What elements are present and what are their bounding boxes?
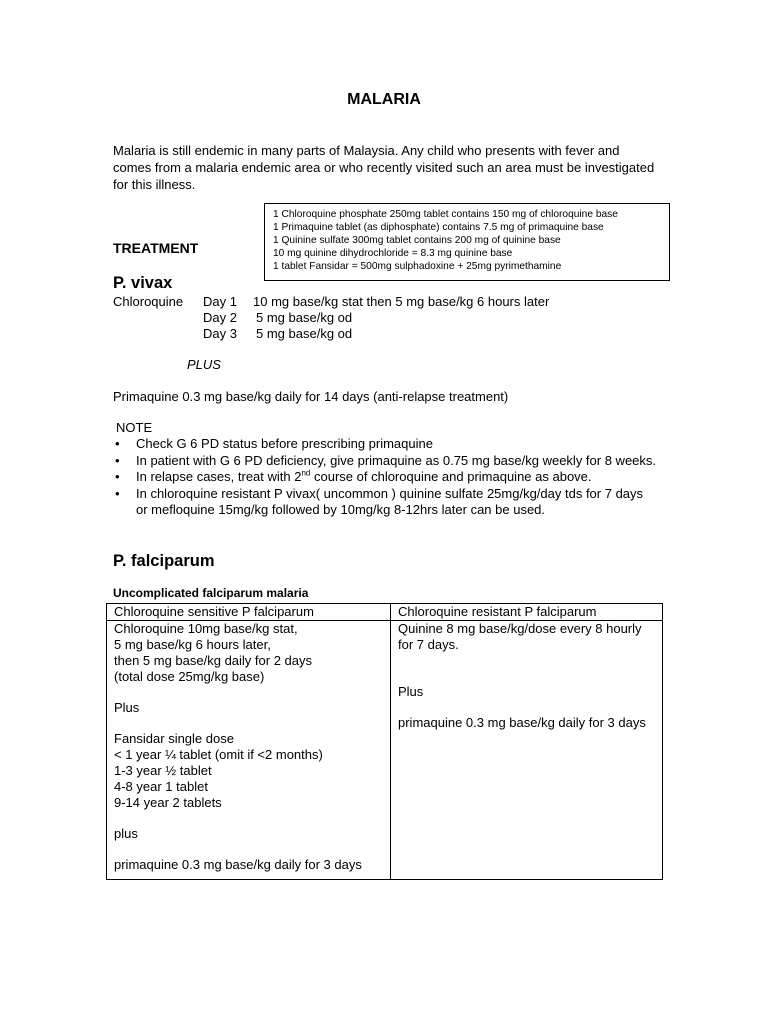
notes-list (113, 436, 658, 519)
drug-name: Chloroquine (113, 294, 184, 309)
vivax-heading: P. vivax (113, 274, 173, 292)
regimen-line: Chloroquine 10mg base/kg stat, (114, 621, 298, 636)
regimen-line: 4-8 year 1 tablet (114, 779, 208, 794)
regimen-line: Fansidar single dose (114, 731, 234, 746)
regimen-line: Plus (114, 700, 140, 715)
day-dose: 5 mg base/kg od (256, 326, 353, 341)
regimen-line: (total dose 25mg/kg base) (114, 669, 265, 684)
note-text: In patient with G 6 PD deficiency, give primaquine as 0.75 mg base/kg weekly for 8 weeks. (136, 452, 657, 468)
regimen-line: 1-3 year ½ tablet (114, 763, 212, 778)
regimen-line: Quinine 8 mg base/kg/dose every 8 hourly for 7 days. (398, 621, 642, 652)
sensitive-regimen-cell (107, 621, 391, 880)
falciparum-treatment-table (106, 603, 663, 880)
regimen-line: 9-14 year 2 tablets (114, 795, 222, 810)
day-dose: 5 mg base/kg od (256, 310, 353, 325)
day-label: Day 2 (203, 310, 237, 325)
note-text: In chloroquine resistant P vivax( uncommon ) quinine sulfate 25mg/kg/day tds for 7 days or mefloquine 15mg/kg followed by 10mg/kg 8-12hrs later can be used. (136, 485, 644, 517)
day-dose: 10 mg base/kg stat then 5 mg base/kg 6 hours later (253, 294, 550, 309)
plus-label: PLUS (187, 357, 221, 372)
regimen-line: plus (114, 826, 138, 841)
table-row (107, 621, 663, 880)
uncomplicated-subheading: Uncomplicated falciparum malaria (113, 586, 309, 600)
factbox-line: 1 Quinine sulfate 300mg tablet contains 200 mg of quinine base (273, 235, 561, 246)
list-item (113, 486, 658, 519)
regimen-line: < 1 year ¼ tablet (omit if <2 months) (114, 747, 323, 762)
list-item (113, 469, 658, 486)
regimen-line: primaquine 0.3 mg base/kg daily for 3 days (398, 715, 646, 730)
list-item (113, 453, 658, 470)
resistant-regimen-cell (391, 621, 663, 880)
table-header-row (107, 604, 663, 621)
regimen-line: 5 mg base/kg 6 hours later, (114, 637, 271, 652)
note-text: course of chloroquine and primaquine as above. (310, 469, 592, 484)
ordinal-suffix: nd (301, 468, 311, 478)
note-label: NOTE (116, 420, 153, 435)
intro-paragraph: Malaria is still endemic in many parts of Malaysia. Any child who presents with fever and comes from a malaria endemic area or who recently visited such an area must be investigated for this illness. (113, 143, 655, 192)
note-text: In relapse cases, treat with 2 (136, 469, 302, 484)
treatment-heading: TREATMENT (113, 240, 199, 256)
list-item (113, 436, 658, 453)
table-header: Chloroquine resistant P falciparum (391, 604, 663, 621)
day-label: Day 3 (203, 326, 237, 341)
factbox-line: 1 Chloroquine phosphate 250mg tablet contains 150 mg of chloroquine base (273, 209, 618, 220)
day-label: Day 1 (203, 294, 237, 309)
factbox-line: 1 tablet Fansidar = 500mg sulphadoxine + 25mg pyrimethamine (273, 261, 562, 272)
factbox-line: 1 Primaquine tablet (as diphosphate) contains 7.5 mg of primaquine base (273, 222, 604, 233)
regimen-line: then 5 mg base/kg daily for 2 days (114, 653, 313, 668)
note-text: Check G 6 PD status before prescribing primaquine (136, 436, 433, 451)
conversion-factbox (264, 203, 670, 281)
factbox-line: 10 mg quinine dihydrochloride = 8.3 mg quinine base (273, 248, 513, 259)
regimen-line: primaquine 0.3 mg base/kg daily for 3 days (114, 857, 362, 872)
regimen-line: Plus (398, 684, 424, 699)
page-title: MALARIA (347, 91, 421, 108)
falciparum-heading: P. falciparum (113, 552, 215, 570)
primaquine-regimen: Primaquine 0.3 mg base/kg daily for 14 days (anti-relapse treatment) (113, 389, 509, 404)
table-header: Chloroquine sensitive P falciparum (107, 604, 391, 621)
